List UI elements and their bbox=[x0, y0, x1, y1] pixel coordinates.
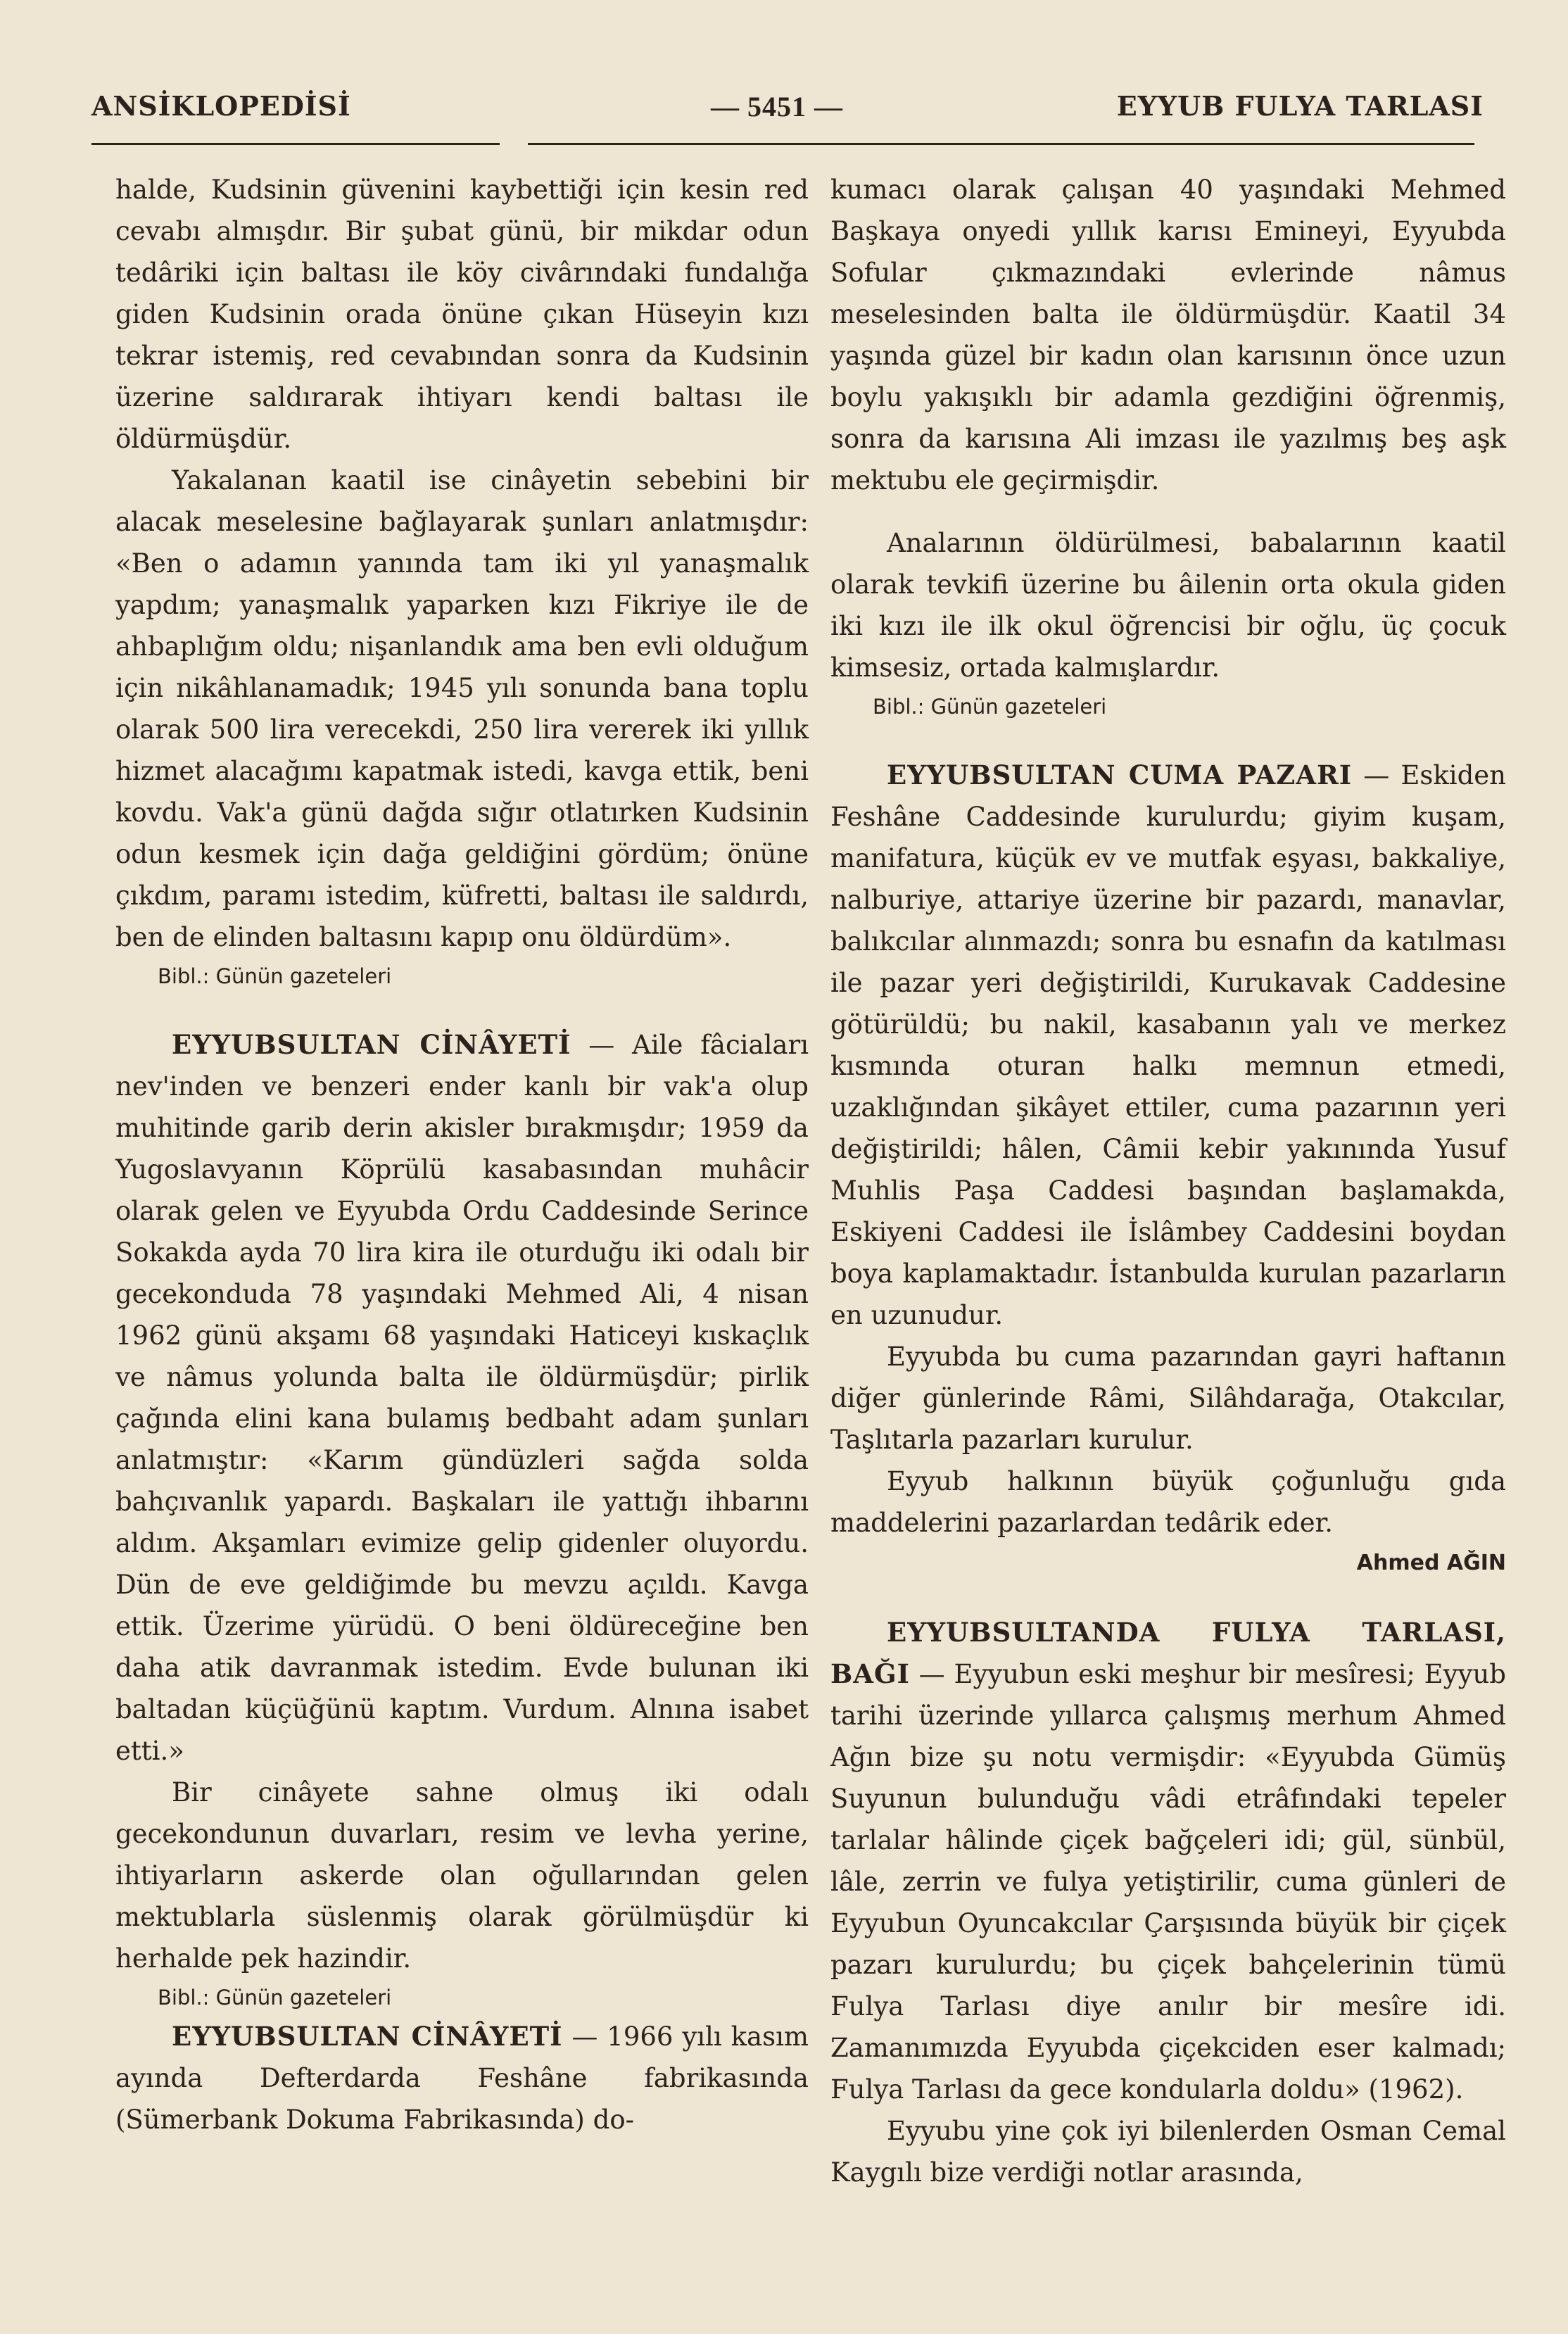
paragraph: halde, Kudsinin güvenini kaybettiği için kesin red cevabı almışdır. Bir şubat günü, bir mikdar odun tedâriki için baltası ile köy civârındaki fundalığa giden Kudsinin orada önüne çıkan Hüseyin kızı tekrar istemiş, red cevabından sonra da Kudsinin üzerine saldırarak ihtiyarı kendi baltası ile öldürmüşdür. bbox=[115, 175, 809, 454]
page-number: — 5451 — bbox=[711, 91, 843, 122]
entry-paragraph bbox=[830, 755, 1506, 1336]
section-gap bbox=[830, 725, 1506, 755]
entry-title: EYYUBSULTANDA FULYA TARLASI, BAĞI bbox=[830, 1617, 1506, 1689]
entry-text: — Eyyubun eski meşhur bir mesîresi; Eyyub tarihi üzerinde yıllarca çalışmış merhum Ahmed Ağın bize şu notu vermişdir: «Eyyubda Gümüş Suyunun bulunduğu vâdi etrâfındaki tepeler tarlalar hâlinde çiçek bağçeleri idi; gül, sünbül, lâle, zerrin ve fulya yetiştirilir, cuma günleri de Eyyubun Oyuncakcılar Çarşısında büyük bir çiçek pazarı kurulurdu; bu çiçek bahçelerinin tümü Fulya Tarlası diye anılır bir mesîre idi. Zamanımızda Eyyubda çiçekciden eser kalmadı; Fulya Tarlası da gece kondularla doldu» (1962). bbox=[830, 1659, 1506, 2105]
paragraph: kumacı olarak çalışan 40 yaşındaki Mehmed Başkaya onyedi yıllık karısı Emineyi, Eyyubda Sofular çıkmazındaki evlerinde nâmus meselesinden balta ile öldürmüşdür. Kaatil 34 yaşında güzel bir kadın olan karısının önce uzun boylu yakışıklı bir adamla gezdiğini öğrenmiş, sonra da karısına Ali imzası ile yazılmış beş aşk mektubu ele geçirmişdir. bbox=[830, 175, 1506, 496]
author-signature: Ahmed AĞIN bbox=[1356, 1551, 1506, 1575]
paragraph: Eyyub halkının büyük çoğunluğu gıda maddelerini pazarlardan tedârik eder. bbox=[830, 1466, 1506, 1538]
entry-text: — Eskiden Feshâne Caddesinde kurulurdu; giyim kuşam, manifatura, küçük ev ve mutfak eşyası, bakkaliye, nalburiye, attariye üzerine bir pazardı, manavlar, balıkcılar alınmazdı; sonra bu esnafın da katılması ile pazar yeri değiştirildi, Kurukavak Caddesine götürüldü; bu nakil, kasabanın yalı ve merkez kısmında oturan halkı memnun etmedi, uzaklığından şikâyet ettiler, cuma pazarının yeri değiştirildi; hâlen, Câmii kebir yakınında Yusuf Muhlis Paşa Caddesi başından başlamakda, Eskiyeni Caddesi ile İslâmbey Caddesini boydan boya kaplamaktadır. İstanbulda kurulan pazarların en uzunudur. bbox=[830, 760, 1506, 1330]
paragraph: Eyyubda bu cuma pazarından gayri haftanın diğer günlerinde Râmi, Silâhdarağa, Otakcılar, Taşlıtarla pazarları kurulur. bbox=[830, 1342, 1506, 1455]
bibliography: Bibl.: Günün gazeteleri bbox=[158, 964, 392, 988]
paragraph: Eyyubu yine çok iyi bilenlerden Osman Cemal Kaygılı bize verdiği notlar arasında, bbox=[830, 2116, 1506, 2188]
section-gap bbox=[115, 995, 809, 1024]
bibliography: Bibl.: Günün gazeteleri bbox=[158, 1986, 392, 2010]
entry-title: EYYUBSULTAN CİNÂYETİ bbox=[172, 1029, 571, 1060]
header-rule-right bbox=[528, 143, 1474, 145]
running-header-left: ANSİKLOPEDİSİ bbox=[91, 90, 351, 122]
paragraph-gap bbox=[830, 501, 1506, 522]
entry-text: — 1966 yılı kasım ayında Defterdarda Feshâne fabrikasında (Sümerbank Dokuma Fabrikasında) do- bbox=[115, 2021, 809, 2135]
section-gap bbox=[830, 1582, 1506, 1612]
paragraph: Yakalanan kaatil ise cinâyetin sebebini bir alacak meselesine bağlayarak şunları anlatmışdır: «Ben o adamın yanında tam iki yıl yanaşmalık yapdım; yanaşmalık yaparken kızı Fikriye ile de ahbaplığım oldu; nişanlandık ama ben evli olduğum için nikâhlanamadık; 1945 yılı sonunda bana toplu olarak 500 lira verecekdi, 250 lira vererek iki yıllık hizmet alacağımı kapatmak istedi, kavga ettik, beni kovdu. Vak'a günü dağda sığır otlatırken Kudsinin odun kesmek için dağa geldiğini gördüm; önüne çıkdım, paramı istedim, küfretti, baltası ile saldırdı, ben de elinden baltasını kapıp onu öldürdüm». bbox=[115, 465, 809, 952]
entry-paragraph bbox=[115, 2016, 809, 2140]
left-column bbox=[115, 169, 809, 2140]
entry-text: — Aile fâciaları nev'inden ve benzeri ender kanlı bir vak'a olup muhitinde garib derin akisler bırakmışdır; 1959 da Yugoslavyanın Köprülü kasabasından muhâcir olarak gelen ve Eyyubda Ordu Caddesinde Serince Sokakda ayda 70 lira kira ile oturduğu iki odalı bir gecekonduda 78 yaşındaki Mehmed Ali, 4 nisan 1962 günü akşamı 68 yaşındaki Haticeyi kıskaçlık ve nâmus yolunda balta ile öldürmüşdür; pirlik çağında elini kana bulamış bedbaht adam şunları anlatmıştır: «Karım gündüzleri sağda solda bahçıvanlık yapardı. Başkaları ile yattığı ihbarını aldım. Akşamları evimize gelip gidenler oluyordu. Dün de eve geldiğimde bu mevzu açıldı. Kavga ettik. Üzerime yürüdü. O beni öldüreceğine ben daha atik davranmak istedim. Evde bulunan iki baltadan küçüğünü kaptım. Vurdum. Alnına isabet etti.» bbox=[115, 1030, 809, 1766]
entry-title: EYYUBSULTAN CUMA PAZARI bbox=[887, 759, 1353, 790]
right-column bbox=[830, 169, 1506, 2193]
entry-paragraph bbox=[830, 1612, 1506, 2110]
paragraph: Bir cinâyete sahne olmuş iki odalı gecekondunun duvarları, resim ve levha yerine, ihtiyarların askerde olan oğullarından gelen mektublarla süslenmiş olarak görülmüşdür ki herhalde pek hazindir. bbox=[115, 1777, 809, 1974]
bibliography: Bibl.: Günün gazeteleri bbox=[873, 695, 1107, 719]
entry-title: EYYUBSULTAN CİNÂYETİ bbox=[172, 2021, 563, 2052]
entry-paragraph bbox=[115, 1024, 809, 1772]
running-header-right: EYYUB FULYA TARLASI bbox=[1116, 90, 1484, 122]
header-rule-left bbox=[91, 143, 500, 145]
paragraph: Analarının öldürülmesi, babalarının kaatil olarak tevkifi üzerine bu âilenin orta okula giden iki kızı ile ilk okul öğrencisi bir oğlu, üç çocuk kimsesiz, ortada kalmışlardır. bbox=[830, 528, 1506, 683]
